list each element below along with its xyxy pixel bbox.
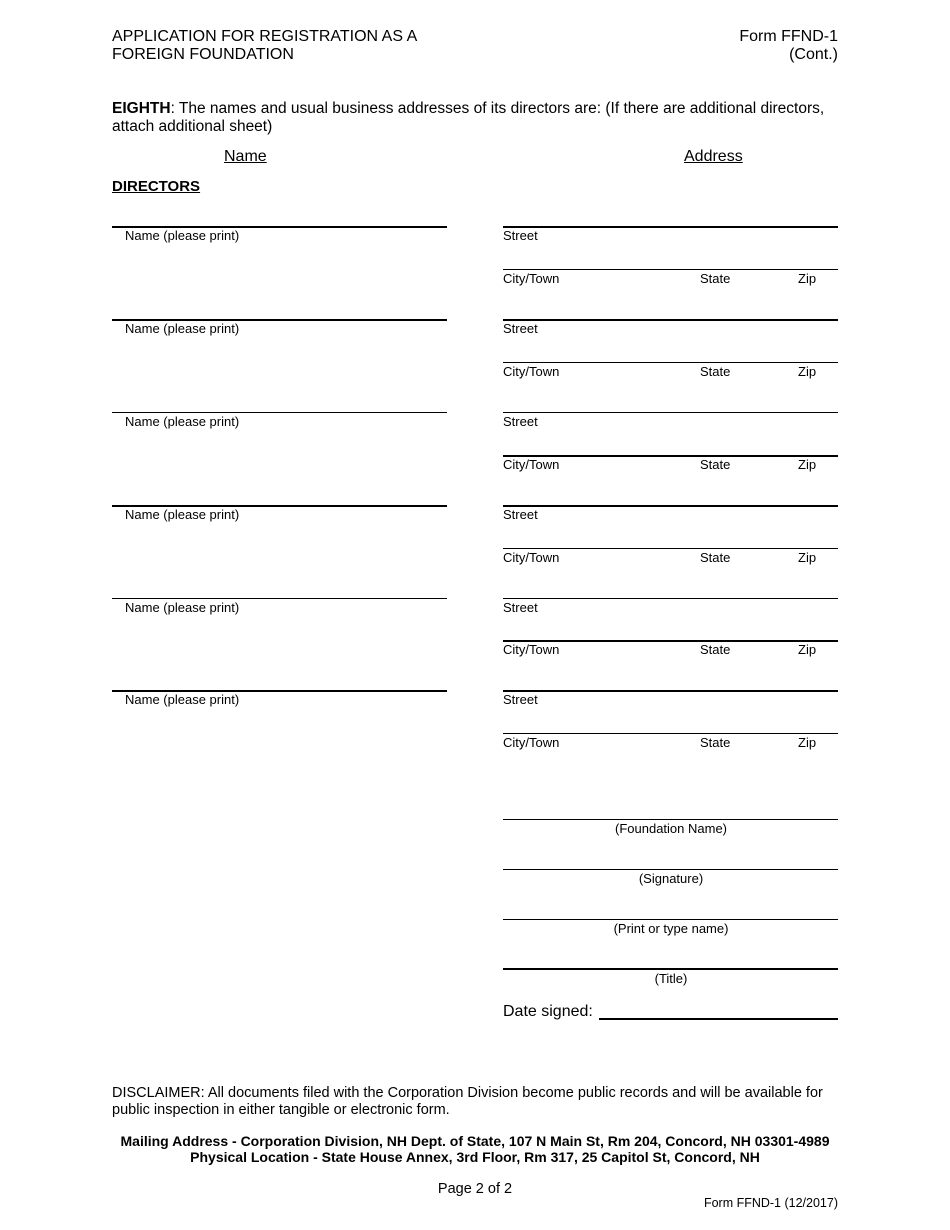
director-3-zip-label: Zip — [798, 457, 817, 472]
directors-heading: DIRECTORS — [112, 178, 201, 195]
print-name-label: (Print or type name) — [613, 921, 729, 936]
director-3-city-label: City/Town — [503, 457, 560, 472]
director-3-state-label: State — [700, 457, 731, 472]
director-3-name-label: Name (please print) — [125, 414, 240, 429]
director-1-state-label: State — [700, 271, 731, 286]
director-6-street-line[interactable] — [503, 690, 838, 692]
director-2-city-line[interactable] — [503, 362, 838, 363]
form-title-line1: APPLICATION FOR REGISTRATION AS A — [112, 28, 418, 45]
director-1-name-label: Name (please print) — [125, 228, 240, 243]
director-5-street-line[interactable] — [503, 598, 838, 599]
page-number: Page 2 of 2 — [437, 1181, 513, 1197]
eighth-instruction — [112, 100, 842, 136]
form-id-block — [739, 28, 838, 64]
disclaimer — [112, 1085, 842, 1119]
eighth-text-line2: attach additional sheet) — [112, 118, 273, 135]
director-5-zip-label: Zip — [798, 642, 817, 657]
form-cont: (Cont.) — [789, 46, 838, 63]
mailing-line1: Mailing Address - Corporation Division, NH Dept. of State, 107 N Main St, Rm 204, Concord, NH 03301-4989 — [120, 1133, 830, 1149]
address-column-heading: Address — [684, 148, 743, 165]
director-6-state-label: State — [700, 735, 731, 750]
director-6-street-label: Street — [503, 692, 538, 707]
director-2-name-label: Name (please print) — [125, 321, 240, 336]
foundation-name-line[interactable] — [503, 819, 838, 820]
print-name-line[interactable] — [503, 919, 838, 920]
director-6-zip-label: Zip — [798, 735, 817, 750]
director-4-city-label: City/Town — [503, 550, 560, 565]
director-2-zip-label: Zip — [798, 364, 817, 379]
director-4-street-label: Street — [503, 507, 538, 522]
disclaimer-line1: DISCLAIMER: All documents filed with the Corporation Division become public records and will be available for — [112, 1085, 823, 1101]
director-6-city-label: City/Town — [503, 735, 560, 750]
director-1-street-label: Street — [503, 228, 538, 243]
eighth-text-line1: : The names and usual business addresses of its directors are: (If there are additional directors, — [170, 100, 825, 117]
director-5-street-label: Street — [503, 600, 538, 615]
director-5-city-label: City/Town — [503, 642, 560, 657]
director-1-city-line[interactable] — [503, 269, 838, 270]
director-5-state-label: State — [700, 642, 731, 657]
form-id: Form FFND-1 — [739, 28, 838, 45]
name-column-heading: Name — [224, 148, 267, 165]
director-2-state-label: State — [700, 364, 731, 379]
director-3-street-line[interactable] — [503, 412, 838, 413]
director-4-street-line[interactable] — [503, 505, 838, 507]
mailing-address — [100, 1133, 850, 1165]
disclaimer-line2: public inspection in either tangible or electronic form. — [112, 1102, 450, 1118]
director-4-name-label: Name (please print) — [125, 507, 240, 522]
director-2-street-line[interactable] — [503, 319, 838, 321]
title-line[interactable] — [503, 968, 838, 970]
director-4-zip-label: Zip — [798, 550, 817, 565]
director-6-city-line[interactable] — [503, 733, 838, 734]
director-4-state-label: State — [700, 550, 731, 565]
director-1-city-label: City/Town — [503, 271, 560, 286]
director-6-name-label: Name (please print) — [125, 692, 240, 707]
director-4-city-line[interactable] — [503, 548, 838, 549]
form-revision: Form FFND-1 (12/2017) — [703, 1196, 838, 1210]
director-3-name-line[interactable] — [112, 412, 447, 413]
mailing-line2: Physical Location - State House Annex, 3rd Floor, Rm 317, 25 Capitol St, Concord, NH — [190, 1149, 760, 1165]
director-2-street-label: Street — [503, 321, 538, 336]
signature-line[interactable] — [503, 869, 838, 870]
title-label: (Title) — [654, 971, 688, 986]
director-5-name-line[interactable] — [112, 598, 447, 599]
director-2-city-label: City/Town — [503, 364, 560, 379]
director-1-street-line[interactable] — [503, 226, 838, 228]
director-5-name-label: Name (please print) — [125, 600, 240, 615]
signature-label: (Signature) — [638, 871, 704, 886]
foundation-name-label: (Foundation Name) — [615, 821, 727, 836]
date-signed-label: Date signed: — [503, 1003, 593, 1020]
director-3-street-label: Street — [503, 414, 538, 429]
director-1-zip-label: Zip — [798, 271, 817, 286]
form-title — [112, 28, 417, 64]
eighth-label: EIGHTH — [112, 100, 171, 117]
form-title-line2: FOREIGN FOUNDATION — [112, 46, 294, 63]
date-signed-line[interactable] — [599, 1018, 838, 1020]
